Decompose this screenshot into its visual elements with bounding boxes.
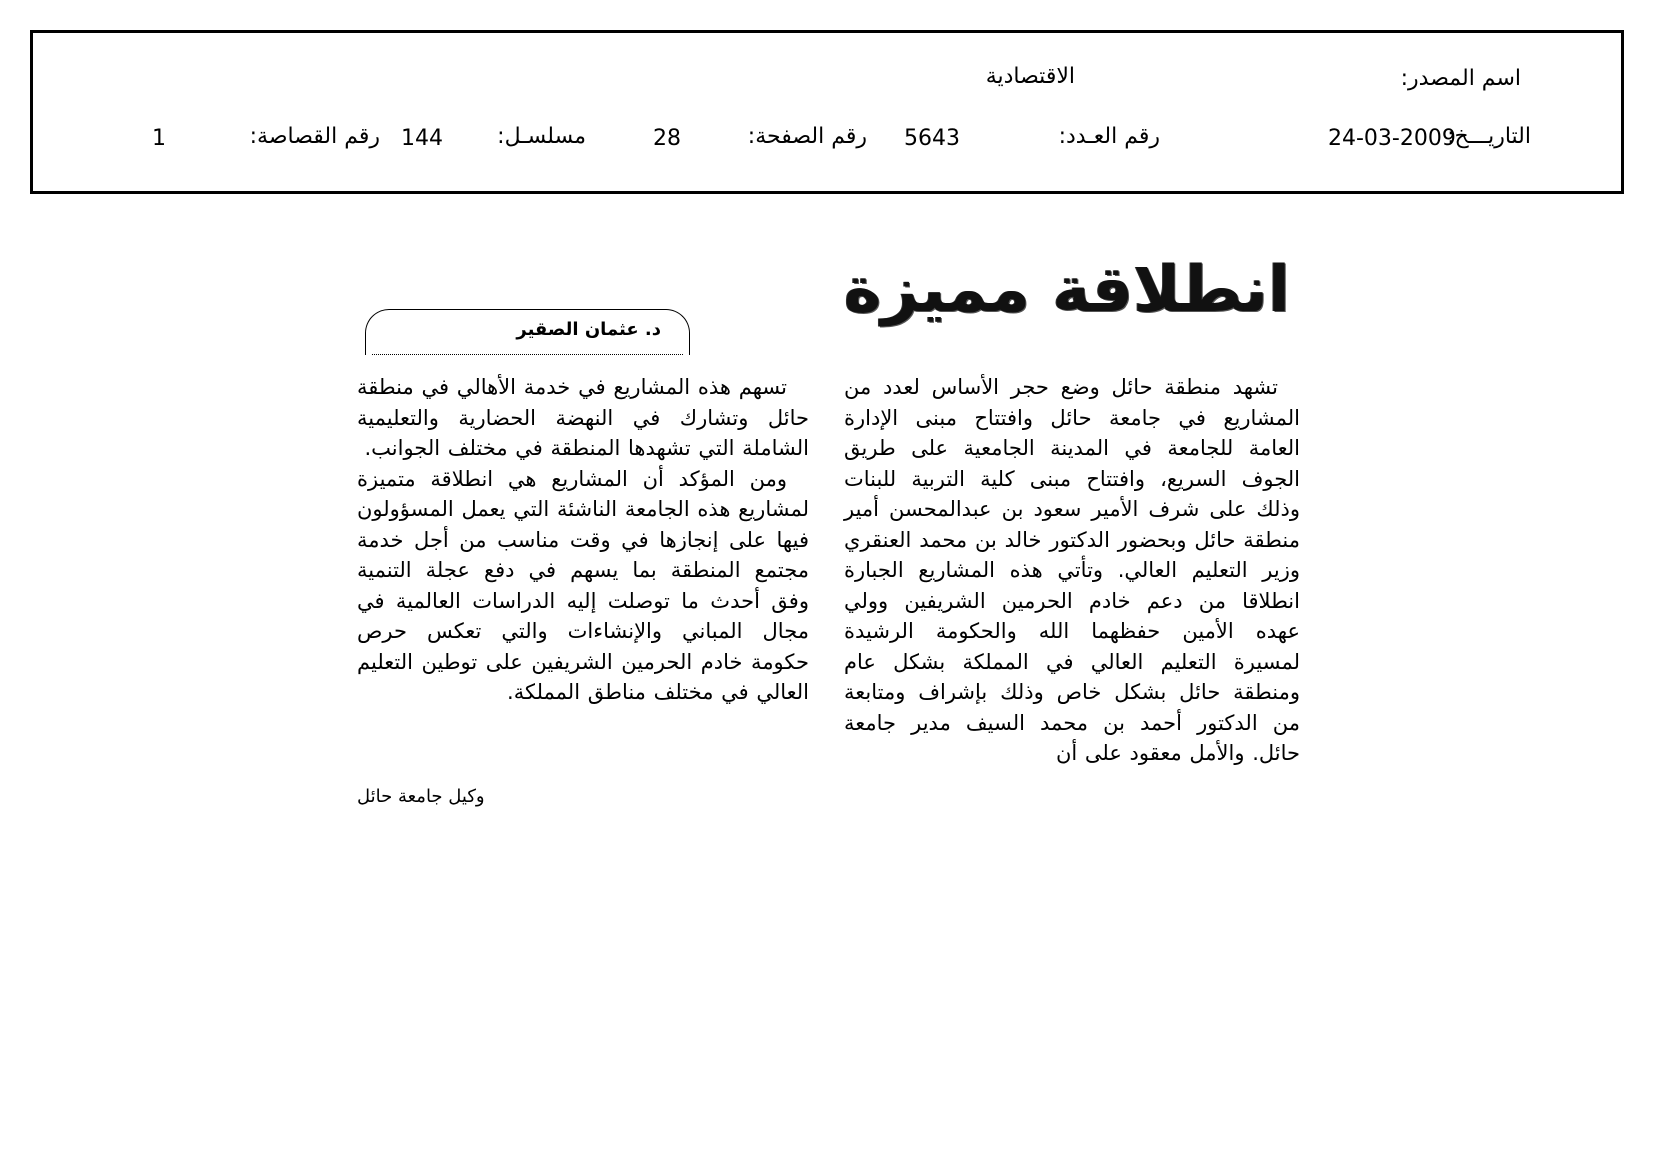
serial-label: مسلسـل: bbox=[497, 124, 586, 149]
article-paragraph: ومن المؤكد أن المشاريع هي انطلاقة متميزة لمشاريع هذه الجامعة الناشئة التي يعمل المسؤولون فيها على إنجازها في وقت مناسب من أجل خدمة مجتمع المنطقة بما يسهم في دفع عجلة التنمية وفق أحدث ما توصلت إليه الدراسات العالمية في مجال المباني والإنشاءات والتي تعكس حرص حكومة خادم الحرمين الشريفين على توطين التعليم العالي في مختلف مناطق المملكة. bbox=[357, 466, 809, 704]
issue-label: رقم العـدد: bbox=[1058, 124, 1160, 149]
serial-value: 144 bbox=[401, 126, 443, 151]
author-signature: وكيل جامعة حائل bbox=[357, 786, 485, 807]
author-name: د. عثمان الصقير bbox=[516, 319, 661, 340]
article-headline: انطلاقة مميزة bbox=[843, 253, 1290, 327]
article-column-left bbox=[357, 372, 809, 708]
date-label: التاريـــخ: bbox=[1447, 124, 1531, 149]
page-value: 28 bbox=[653, 126, 681, 151]
clipping-value: 1 bbox=[152, 126, 166, 151]
date-value: 24-03-2009 bbox=[1328, 126, 1456, 151]
source-value: الاقتصادية bbox=[985, 64, 1075, 89]
page-label: رقم الصفحة: bbox=[747, 124, 867, 149]
clipping-header-box bbox=[30, 30, 1624, 194]
issue-value: 5643 bbox=[904, 126, 960, 151]
author-tab bbox=[365, 309, 690, 355]
article-paragraph: تسهم هذه المشاريع في خدمة الأهالي في منطقة حائل وتشارك في النهضة الحضارية والتعليمية الشاملة التي تشهدها المنطقة في مختلف الجوانب. bbox=[357, 375, 809, 460]
clipping-label: رقم القصاصة: bbox=[249, 124, 380, 149]
source-label: اسم المصدر: bbox=[1400, 66, 1521, 91]
article-column-right bbox=[844, 372, 1300, 769]
article-paragraph: تشهد منطقة حائل وضع حجر الأساس لعدد من المشاريع في جامعة حائل وافتتاح مبنى الإدارة العامة للجامعة في المدينة الجامعية على طريق الجوف السريع، وافتتاح مبنى كلية التربية للبنات وذلك على شرف الأمير سعود بن عبدالمحسن أمير منطقة حائل وبحضور الدكتور خالد بن محمد العنقري وزير التعليم العالي. وتأتي هذه المشاريع الجبارة انطلاقا من دعم خادم الحرمين الشريفين وولي عهده الأمين حفظهما الله والحكومة الرشيدة لمسيرة التعليم العالي في المملكة بشكل عام ومنطقة حائل بشكل خاص وذلك بإشراف ومتابعة من الدكتور أحمد بن محمد السيف مدير جامعة حائل. والأمل معقود على أن bbox=[844, 375, 1300, 765]
